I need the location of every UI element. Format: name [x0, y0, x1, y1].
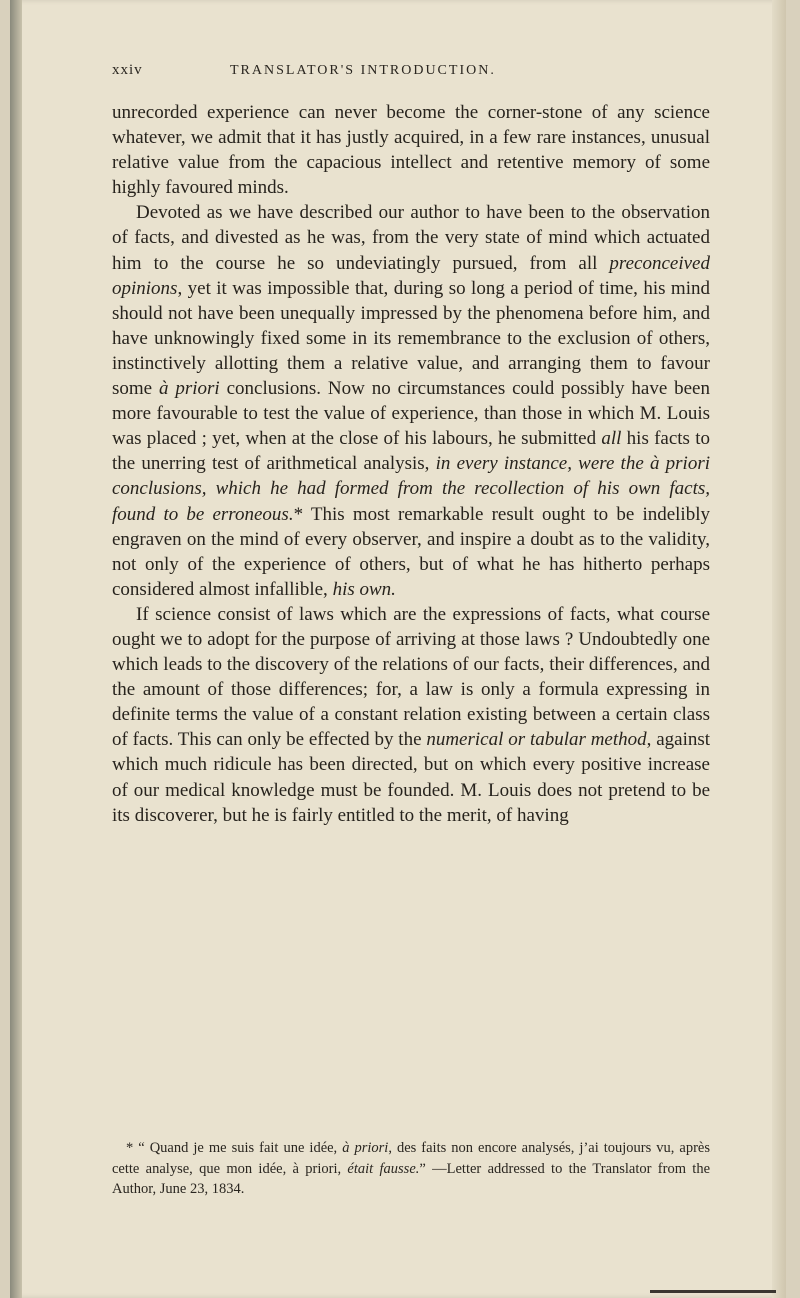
- page-header: [112, 62, 712, 84]
- italic-segment: était fausse.: [347, 1160, 420, 1177]
- italic-segment: numerical: [426, 729, 504, 751]
- body-text: [112, 100, 710, 828]
- running-title: TRANSLATOR'S INTRODUCTION.: [230, 63, 496, 78]
- italic-segment: à priori: [342, 1140, 389, 1156]
- paragraph-3: [112, 602, 710, 828]
- text-segment: * “ Quand je me suis fait une idée,: [126, 1140, 343, 1156]
- text-segment: * This most remarkable result ought to be indelibly engraven on the mind of every observer, and inspire a doubt as to the validity, not only of the experience of others, but of what he has hitherto perhaps considered almost infallible,: [112, 503, 710, 600]
- page-number: xxiv: [112, 62, 143, 78]
- italic-segment: preconceived opinions: [112, 252, 710, 299]
- text-segment: Devoted as we have described our author to have been to the observation of facts, and divested as he was, from the very state of mind which actuated him to the course he so undeviatingly pursued, from all: [112, 202, 710, 274]
- text-segment: his facts to the unerring test of arithmetical analysis,: [112, 428, 710, 475]
- page-edge-rule: [650, 1290, 776, 1293]
- italic-segment: or: [508, 729, 526, 751]
- footnote: [112, 1138, 710, 1200]
- italic-segment: à priori: [158, 378, 220, 400]
- italic-segment: all: [601, 428, 622, 450]
- page-right-edge: [772, 0, 786, 1298]
- page-gutter: [10, 0, 22, 1298]
- text-segment: If science consist of laws which are the expressions of facts, what course ought we to adopt for the purpose of arriving at those laws ? Undoubtedly one which leads to the discovery of the relations of our facts, their differences, and the amount of those differences; for, a law is only a formula expressing in definite terms the value of a constant relation existing between a certain class of facts. This can only be effected by the: [112, 603, 710, 751]
- paragraph-1: [112, 100, 710, 200]
- italic-segment: in every instance, were the à priori conclusions, which he had formed from the recollection of his own facts, found to be erroneous.: [112, 453, 710, 525]
- paragraph-2: [112, 200, 710, 602]
- italic-segment: his own.: [332, 578, 396, 600]
- italic-segment: tabular method: [529, 729, 647, 751]
- text-segment: , des faits non encore analysés, j’ai toujours vu, après cette analyse, que mon idée, à priori,: [112, 1140, 711, 1177]
- text-segment: , against which much ridicule has been directed, but on which every positive increase of our medical knowledge must be founded. M. Louis does not pretend to be its discoverer, but he is fairly entitled to the merit, of having: [112, 729, 711, 826]
- text-segment: ” —Letter addressed to the Translator from the Author, June 23, 1834.: [112, 1160, 711, 1197]
- text-segment: unrecorded experience can never become the corner-stone of any science whatever, we admit that it has justly acquired, in a few rare instances, unusual relative value from the capacious intellect and retentive memory of some highly favoured minds.: [112, 102, 710, 199]
- text-segment: , yet it was impossible that, during so long a period of time, his mind should not have been unequally impressed by the phenomena before him, and have unknowingly fixed some in its remembrance to the exclusion of others, instinctively allotting them a relative value, and arranging them to favour some: [112, 277, 710, 400]
- footnote-text: [112, 1138, 710, 1200]
- text-segment: conclusions. Now no circumstances could possibly have been more favourable to test the value of experience, than those in which M. Louis was placed ; yet, when at the close of his labours, he submitted: [112, 378, 710, 450]
